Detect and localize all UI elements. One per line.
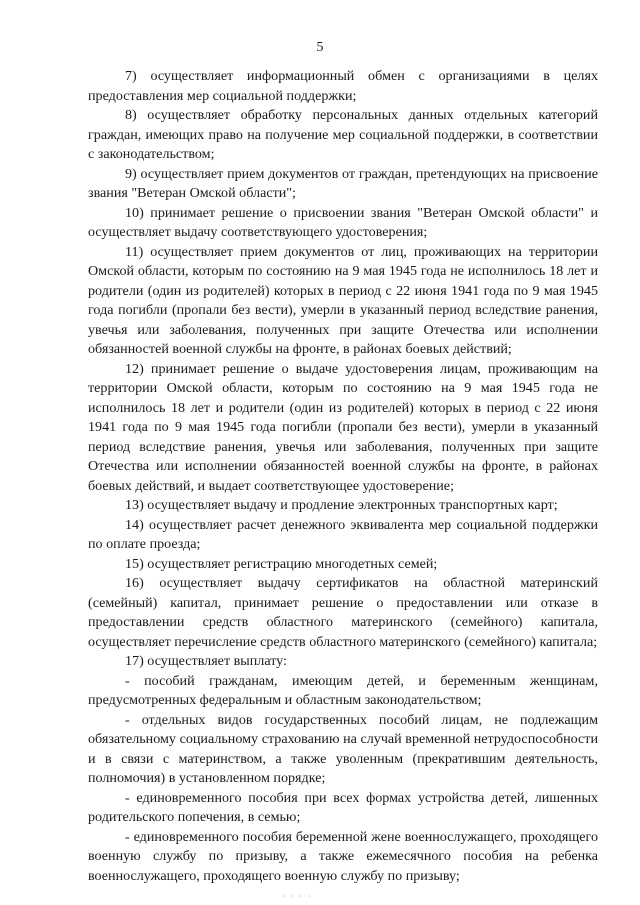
paragraph-item-10: 10) принимает решение о присвоении звания "Ветеран Омской области" и осуществляет выдачу соответствующего удостоверения; (88, 204, 598, 240)
paragraph-item-14: 14) осуществляет расчет денежного эквивалента мер социальной поддержки по оплате проезда; (88, 516, 598, 552)
subitem-military-spouse: - единовременного пособия беременной жене военнослужащего, проходящего военную службу по призыву, а также ежемесячного пособия на ребенка военнослужащего, проходящего военную службу по призыву; (88, 828, 598, 884)
paragraph-item-8: 8) осуществляет обработку персональных данных отдельных категорий граждан, имеющих право на получение мер социальной поддержки, в соответствии с законодательством; (88, 107, 598, 162)
subitem-benefits-families: - пособий гражданам, имеющим детей, и беременным женщинам, предусмотренных федеральным и областным законодательством; (88, 672, 598, 708)
paragraph-item-11: 11) осуществляет прием документов от лиц, проживающих на территории Омской области, которым по состоянию на 9 мая 1945 года не исполнилось 18 лет и родители (один из родителей) которых в период с 22 июня 1941 года по 9 мая 1945 года погибли (пропали без вести), умерли в указанный период вследствие ранения, увечья или заболевания, полученных при защите Отечества или исполнении обязанностей военной службы на фронте, в районах боевых действий; (88, 243, 598, 357)
paragraph-item-17: 17) осуществляет выплату: (125, 653, 287, 669)
subitem-state-benefits: - отдельных видов государственных пособий лицам, не подлежащим обязательному социальному страхованию на случай временной нетрудоспособности и в связи с материнством, а также уволенным (прекратившим деятельность, полномочия) в установленном порядке; (88, 711, 598, 786)
scan-artifact: · · · · (282, 892, 313, 901)
document-body (88, 67, 598, 886)
paragraph-item-9: 9) осуществляет прием документов от граждан, претендующих на присвоение звания "Ветеран Омской области"; (88, 165, 598, 201)
page-number: 5 (316, 40, 324, 55)
paragraph-item-7: 7) осуществляет информационный обмен с организациями в целях предоставления мер социальной поддержки; (88, 68, 598, 104)
paragraph-item-12: 12) принимает решение о выдаче удостоверения лицам, проживающим на территории Омской области, которым по состоянию на 9 мая 1945 года не исполнилось 18 лет и родители (один из родителей) которых в период с 22 июня 1941 года по 9 мая 1945 года погибли (пропали без вести), умерли в указанный период вследствие ранения, увечья или заболевания, полученных при защите Отечества или исполнении обязанностей военной службы на фронте, в районах боевых действий, и выдает соответствующее удостоверение; (88, 360, 598, 494)
paragraph-item-13: 13) осуществляет выдачу и продление электронных транспортных карт; (125, 497, 558, 513)
paragraph-item-16: 16) осуществляет выдачу сертификатов на областной материнский (семейный) капитал, принимает решение о предоставлении или отказе в предоставлении средств областного материнского (семейного) капитала, осуществляет перечисление средств областного материнского (семейного) капитала; (88, 575, 598, 650)
subitem-lump-sum-adoption: - единовременного пособия при всех формах устройства детей, лишенных родительского попечения, в семью; (88, 789, 598, 825)
paragraph-item-15: 15) осуществляет регистрацию многодетных семей; (125, 555, 438, 572)
